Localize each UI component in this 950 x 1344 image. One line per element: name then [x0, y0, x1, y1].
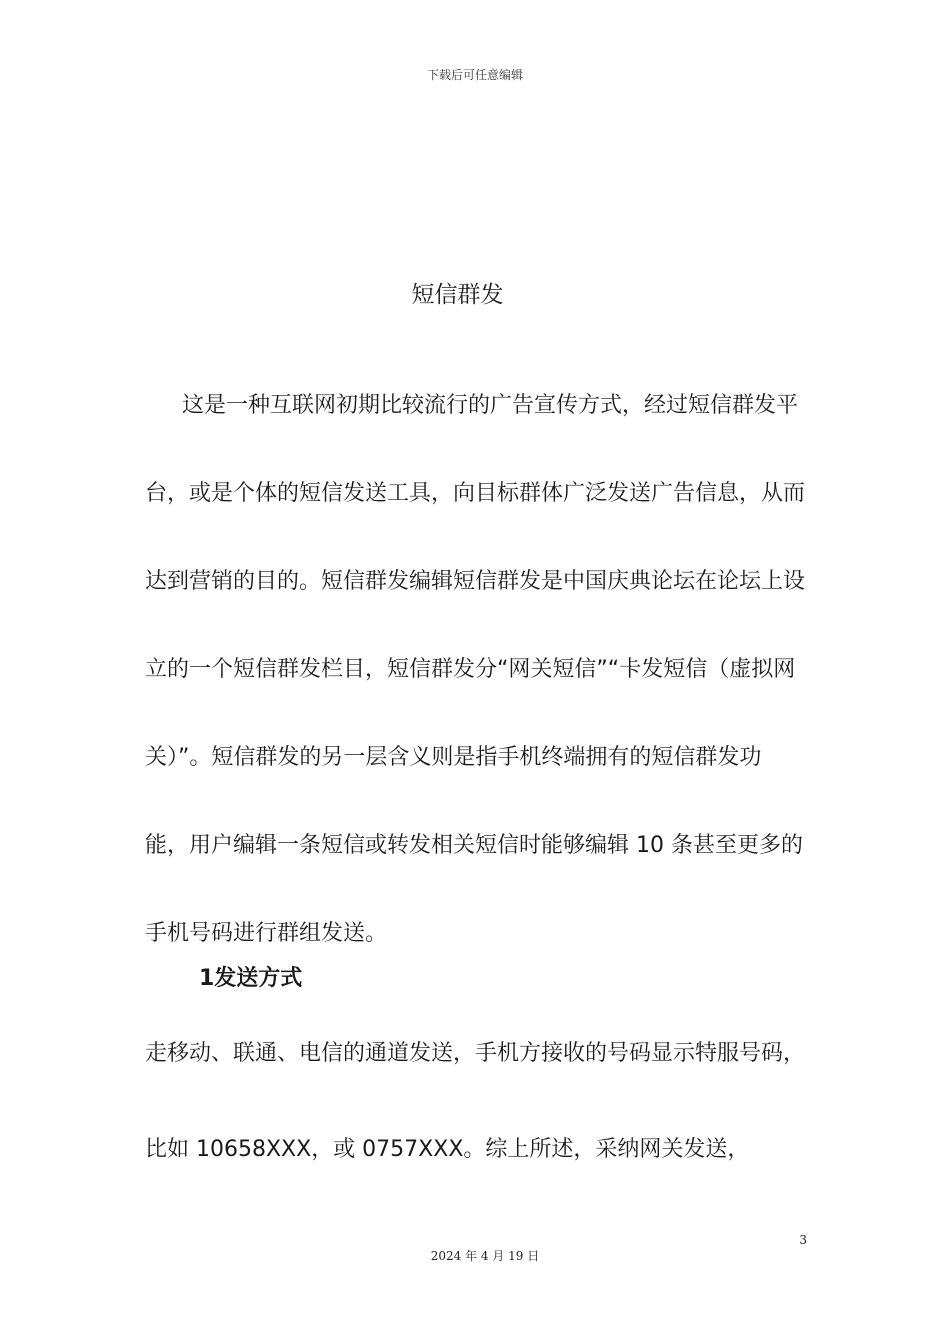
- section-heading: 1发送方式: [199, 966, 303, 991]
- document-title: 短信群发: [411, 282, 504, 308]
- intro-paragraph: 这是一种互联网初期比较流行的广告宣传方式，经过短信群发平台，或是个体的短信发送工具，向目标群体广泛发送广告信息，从而达到营销的目的。短信群发编辑短信群发是中国庆典论坛在论坛上设立的一个短信群发栏目，短信群发分“网关短信”“卡发短信（虚拟网关）”。短信群发的另一层含义则是指手机终端拥有的短信群发功能，用户编辑一条短信或转发相关短信时能够编辑 10 条甚至更多的手机号码进行群组发送。: [145, 393, 806, 946]
- page-header: 下载后可任意编辑: [426, 68, 523, 82]
- page-number: 3: [799, 1233, 807, 1247]
- section-paragraph: 走移动、联通、电信的通道发送，手机方接收的号码显示特服号码，比如 10658XXX，或 0757XXX。综上所述，采纳网关发送，: [145, 1041, 806, 1162]
- footer-date: 2024 年 4 月 19 日: [430, 1249, 540, 1263]
